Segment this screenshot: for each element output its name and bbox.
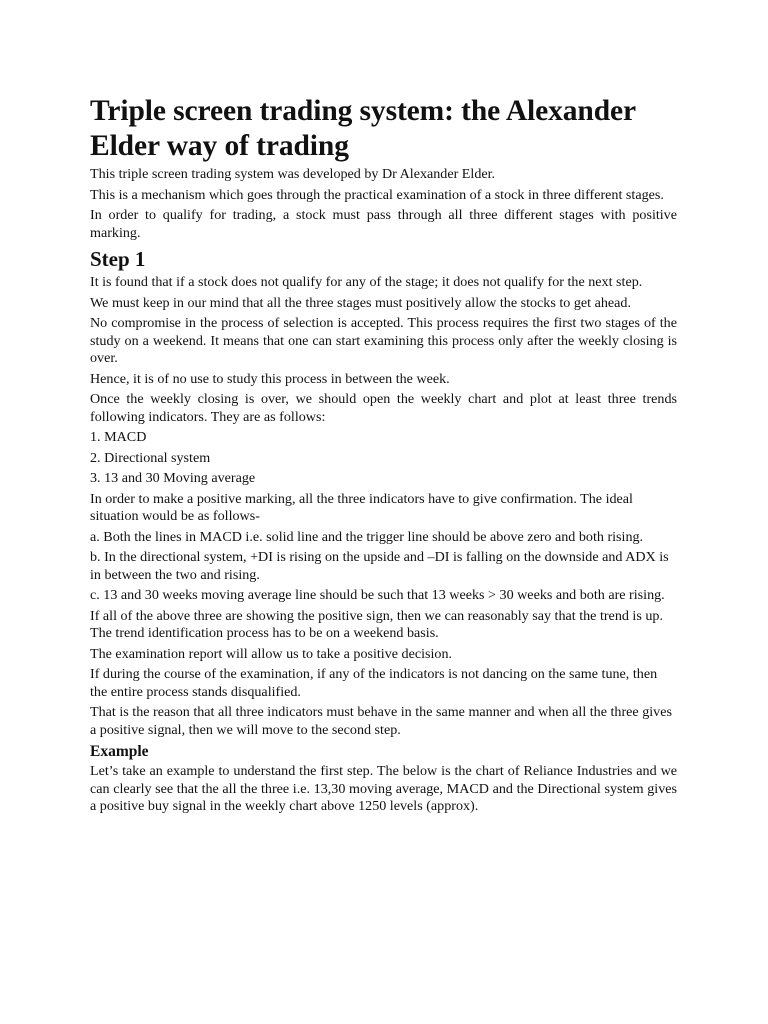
document-title: Triple screen trading system: the Alexander Elder way of trading bbox=[90, 95, 636, 162]
step1-paragraph: Hence, it is of no use to study this process in between the week. bbox=[90, 370, 450, 387]
indicator-list-item: 2. Directional system bbox=[90, 449, 211, 466]
condition-item: b. In the directional system, +DI is rising on the upside and –DI is falling on the downside and ADX is in between the two and rising. bbox=[90, 549, 669, 583]
step1-paragraph: Once the weekly closing is over, we should open the weekly chart and plot at least three trends following indicators. They are as follows: bbox=[90, 391, 677, 425]
step1-paragraph: In order to make a positive marking, all the three indicators have to give confirmation. The ideal situation would be as follows- bbox=[90, 490, 633, 524]
step1-paragraph: It is found that if a stock does not qualify for any of the stage; it does not qualify for the next step. bbox=[90, 274, 643, 290]
indicator-list-item: 3. 13 and 30 Moving average bbox=[90, 470, 256, 486]
step1-paragraph: If all of the above three are showing the positive sign, then we can reasonably say that the trend is up. The trend identification process has to be on a weekend basis. bbox=[90, 607, 663, 641]
step1-paragraph: That is the reason that all three indicators must behave in the same manner and when all the three gives a positive signal, then we will move to the second step. bbox=[90, 704, 672, 738]
intro-paragraph: This is a mechanism which goes through the practical examination of a stock in three different stages. bbox=[90, 186, 664, 203]
document-page bbox=[90, 94, 677, 819]
intro-paragraph: In order to qualify for trading, a stock must pass through all three different stages with positive marking. bbox=[90, 207, 677, 241]
indicator-list-item: 1. MACD bbox=[90, 429, 147, 445]
example-paragraph: Let’s take an example to understand the first step. The below is the chart of Reliance Industries and we can clearly see that the all the three i.e. 13,30 moving average, MACD and the Directional system gives a positive buy signal in the weekly chart above 1250 levels (approx). bbox=[90, 763, 677, 814]
example-heading: Example bbox=[90, 743, 149, 760]
condition-item: a. Both the lines in MACD i.e. solid line and the trigger line should be above zero and both rising. bbox=[90, 528, 644, 545]
step1-paragraph: If during the course of the examination, if any of the indicators is not dancing on the same tune, then the entire process stands disqualified. bbox=[90, 666, 658, 700]
condition-item: c. 13 and 30 weeks moving average line should be such that 13 weeks > 30 weeks and both are rising. bbox=[90, 587, 665, 603]
step1-paragraph: No compromise in the process of selection is accepted. This process requires the first two stages of the study on a weekend. It means that one can start examining this process only after the weekly closing is over. bbox=[90, 315, 677, 366]
step1-paragraph: We must keep in our mind that all the three stages must positively allow the stocks to get ahead. bbox=[90, 294, 631, 311]
intro-paragraph: This triple screen trading system was developed by Dr Alexander Elder. bbox=[90, 166, 496, 182]
step1-heading: Step 1 bbox=[90, 247, 146, 271]
step1-paragraph: The examination report will allow us to take a positive decision. bbox=[90, 645, 453, 662]
